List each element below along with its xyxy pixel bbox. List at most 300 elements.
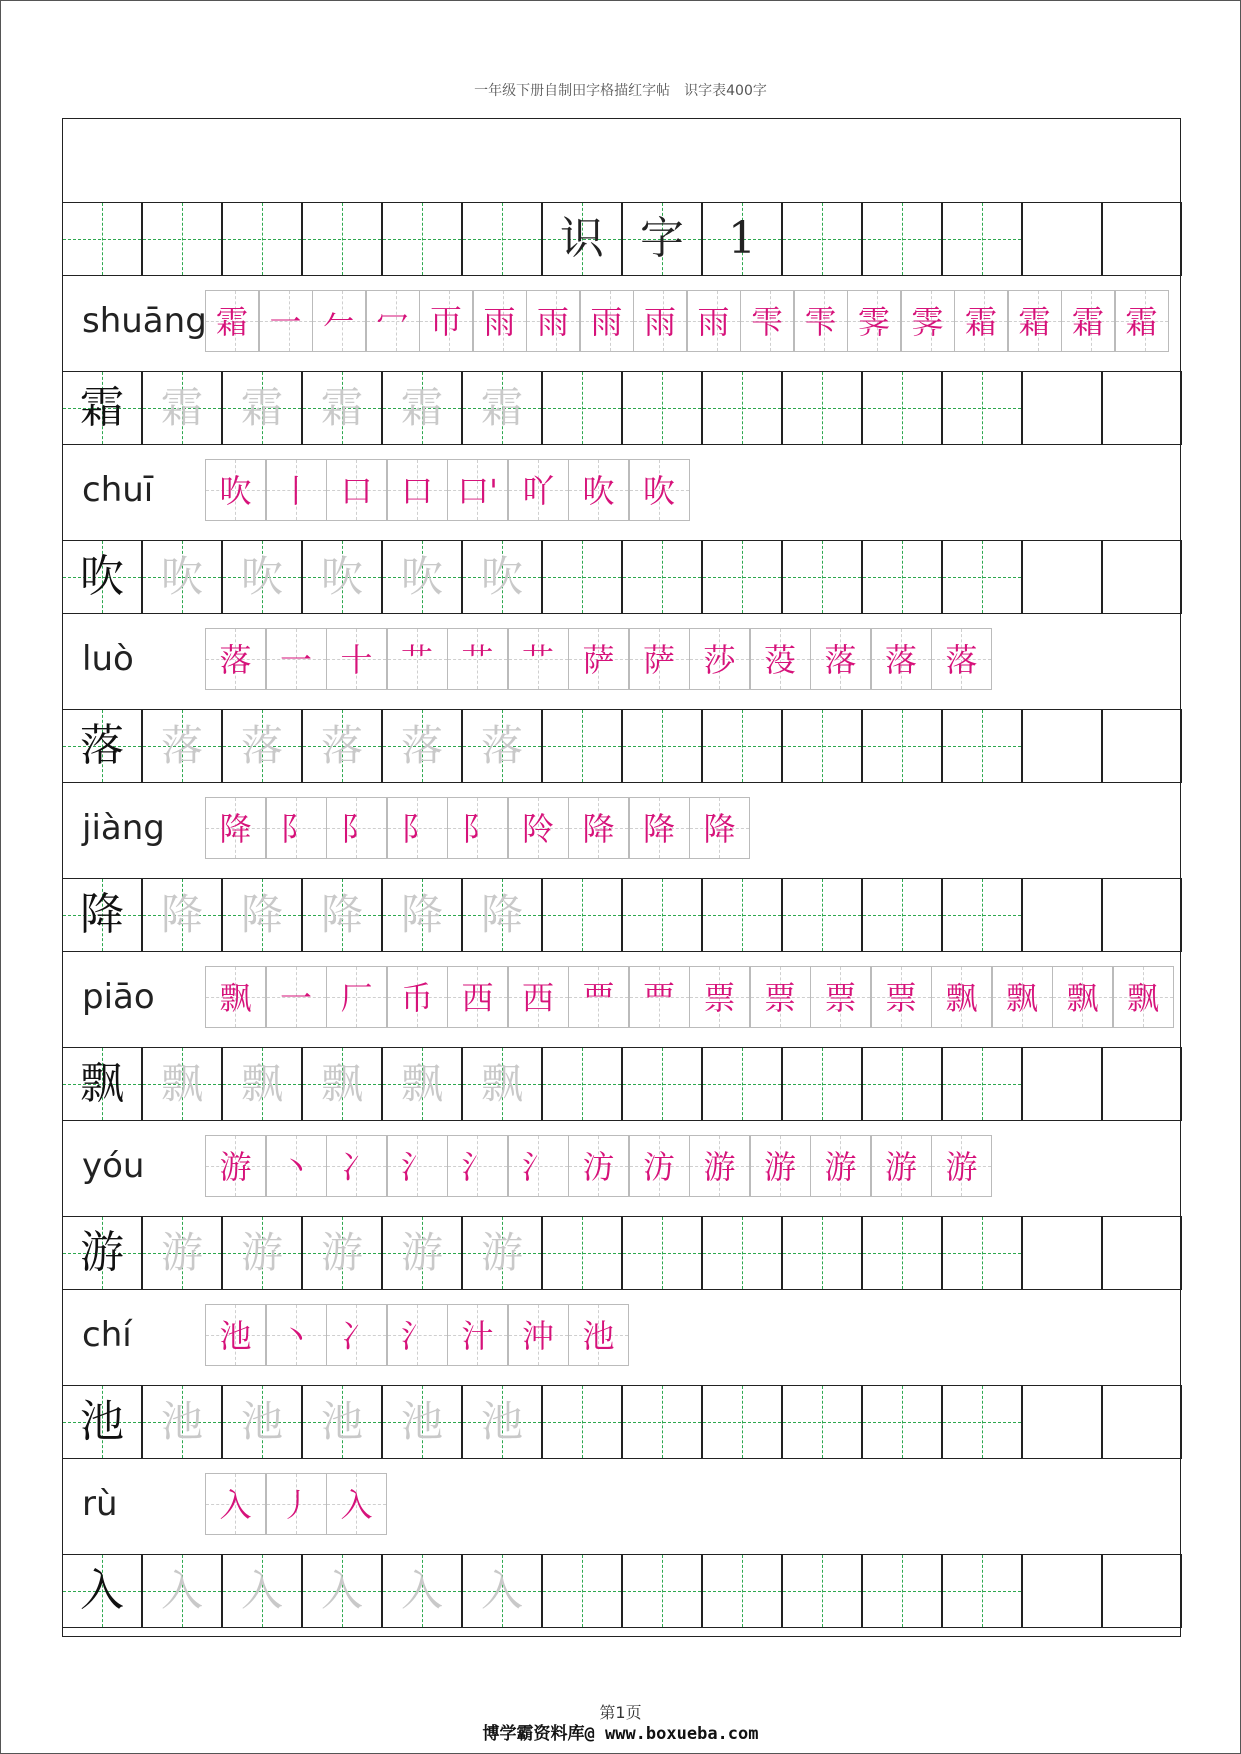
stroke-order-cell: [387, 966, 448, 1028]
trace-character: 霜: [240, 383, 283, 432]
stroke-order-cell: [447, 797, 508, 859]
stroke-step-glyph: 口: [400, 472, 433, 510]
writing-cell[interactable]: [1102, 202, 1182, 276]
stroke-order-cell: [1113, 966, 1174, 1028]
writing-cell[interactable]: [702, 878, 782, 952]
writing-cell[interactable]: [782, 1554, 862, 1628]
trace-character: 游: [480, 1228, 523, 1277]
lesson-title-char: 字: [640, 213, 684, 264]
trace-character: 飘: [320, 1059, 363, 1108]
grid-row: [62, 371, 1180, 445]
stroke-order-cell: [447, 1135, 508, 1197]
trace-character: 吹: [240, 552, 283, 601]
stroke-order-cell: [473, 290, 527, 352]
stroke-order-cell: [568, 1135, 629, 1197]
stroke-order-cell: [689, 1135, 750, 1197]
stroke-order-cell: [326, 797, 387, 859]
stroke-step-glyph: 西: [521, 979, 554, 1017]
stroke-step-glyph: 氵: [400, 1317, 433, 1355]
trace-character: 降: [400, 890, 443, 939]
writing-cell[interactable]: [542, 1216, 622, 1290]
writing-cell[interactable]: [622, 1216, 702, 1290]
stroke-step-glyph: 雨: [697, 303, 730, 341]
trace-character: 入: [160, 1566, 203, 1615]
stroke-step-glyph: 霜: [215, 303, 248, 341]
stroke-order-cell: [689, 797, 750, 859]
stroke-order-cell: [871, 628, 932, 690]
model-character: 落: [80, 720, 124, 771]
stroke-order-cell: [205, 966, 266, 1028]
stroke-step-glyph: 氵: [400, 1148, 433, 1186]
writing-cell[interactable]: [782, 1047, 862, 1121]
trace-character: 落: [320, 721, 363, 770]
writing-cell[interactable]: [1022, 709, 1102, 783]
grid-row: [62, 709, 1180, 783]
model-character: 霜: [80, 382, 124, 433]
grid-row: [62, 1385, 1180, 1459]
stroke-step-glyph: 氵: [521, 1148, 554, 1186]
grid-row: [62, 1047, 1180, 1121]
writing-cell[interactable]: [782, 1385, 862, 1459]
trace-character: 池: [240, 1397, 283, 1446]
writing-cell[interactable]: [782, 709, 862, 783]
stroke-order-cell: [266, 1304, 327, 1366]
stroke-order-cell: [931, 628, 992, 690]
stroke-order-cell: [205, 1473, 266, 1535]
writing-cell[interactable]: [542, 1385, 622, 1459]
stroke-order-cell: [266, 1473, 327, 1535]
trace-character: 降: [320, 890, 363, 939]
stroke-order-cell: [205, 459, 266, 521]
writing-cell[interactable]: [702, 1385, 782, 1459]
stroke-step-glyph: 冫: [340, 1317, 373, 1355]
stroke-order-cell: [326, 1304, 387, 1366]
pinyin-label: jiàng: [82, 808, 165, 848]
writing-cell[interactable]: [622, 1554, 702, 1628]
writing-cell[interactable]: [862, 1216, 942, 1290]
writing-cell[interactable]: [622, 1385, 702, 1459]
writing-cell[interactable]: [542, 540, 622, 614]
stroke-step-glyph: 游: [763, 1148, 796, 1186]
stroke-order-cell: [526, 290, 580, 352]
stroke-order-cell: [871, 1135, 932, 1197]
stroke-order-cell: [629, 1135, 690, 1197]
writing-cell[interactable]: [1102, 1216, 1182, 1290]
stroke-step-glyph: 入: [340, 1486, 373, 1524]
page-number: 第1页: [599, 1703, 642, 1722]
grid-row: [62, 1216, 1180, 1290]
writing-cell[interactable]: [942, 709, 1022, 783]
lesson-title-char: 识: [560, 213, 604, 264]
stroke-order-cell: [794, 290, 848, 352]
grid-row: [62, 1554, 1180, 1628]
model-character: 池: [80, 1396, 124, 1447]
stroke-step-glyph: 覀: [642, 979, 675, 1017]
writing-cell[interactable]: [1102, 709, 1182, 783]
stroke-step-glyph: 降: [582, 810, 615, 848]
stroke-step-glyph: 萨: [642, 641, 675, 679]
stroke-step-glyph: 落: [884, 641, 917, 679]
stroke-step-glyph: 冖: [376, 303, 409, 341]
stroke-order-cell: [508, 966, 569, 1028]
stroke-order-cell: [387, 459, 448, 521]
stroke-order-cell: [629, 459, 690, 521]
writing-cell[interactable]: [702, 709, 782, 783]
writing-cell[interactable]: [1102, 1385, 1182, 1459]
stroke-step-glyph: 汁: [461, 1317, 494, 1355]
stroke-order-cell: [740, 290, 794, 352]
pinyin-label: yóu: [82, 1146, 145, 1186]
stroke-step-glyph: 莎: [703, 641, 736, 679]
stroke-step-glyph: 阝: [400, 810, 433, 848]
stroke-step-glyph: 一: [279, 979, 312, 1017]
writing-cell[interactable]: [782, 202, 862, 276]
writing-cell[interactable]: [862, 1554, 942, 1628]
trace-character: 池: [400, 1397, 443, 1446]
page-header: 一年级下册自制田字格描红字帖 识字表400字: [474, 83, 767, 99]
stroke-step-glyph: 吹: [642, 472, 675, 510]
trace-character: 入: [320, 1566, 363, 1615]
pinyin-label: chí: [82, 1315, 132, 1355]
trace-character: 游: [240, 1228, 283, 1277]
stroke-order-cell: [387, 1304, 448, 1366]
stroke-order-cell: [992, 966, 1053, 1028]
stroke-order-cell: [326, 459, 387, 521]
trace-character: 霜: [480, 383, 523, 432]
pinyin-label: luò: [82, 639, 134, 679]
stroke-order-cell: [954, 290, 1008, 352]
writing-cell[interactable]: [702, 540, 782, 614]
stroke-step-glyph: 吹: [219, 472, 252, 510]
writing-cell[interactable]: [382, 202, 462, 276]
stroke-order-cell: [508, 797, 569, 859]
writing-cell[interactable]: [1102, 1554, 1182, 1628]
writing-cell[interactable]: [1102, 1047, 1182, 1121]
writing-cell[interactable]: [862, 709, 942, 783]
writing-cell[interactable]: [942, 371, 1022, 445]
stroke-step-glyph: 游: [219, 1148, 252, 1186]
pinyin-label: chuī: [82, 470, 154, 510]
stroke-step-glyph: 游: [824, 1148, 857, 1186]
stroke-step-glyph: 帀: [429, 303, 462, 341]
stroke-step-glyph: 霁: [857, 303, 890, 341]
stroke-order-cell: [580, 290, 634, 352]
stroke-step-glyph: 雫: [804, 303, 837, 341]
stroke-order-cell: [387, 797, 448, 859]
writing-cell[interactable]: [862, 1385, 942, 1459]
stroke-order-cell: [629, 628, 690, 690]
stroke-step-glyph: 一: [269, 303, 302, 341]
model-character: 入: [80, 1565, 124, 1616]
writing-cell[interactable]: [542, 709, 622, 783]
stroke-order-cell: [205, 797, 266, 859]
stroke-step-glyph: 阝: [279, 810, 312, 848]
stroke-step-glyph: 池: [582, 1317, 615, 1355]
stroke-order-cell: [931, 966, 992, 1028]
pinyin-label: rù: [82, 1484, 118, 1524]
trace-character: 飘: [160, 1059, 203, 1108]
stroke-order-cell: [1052, 966, 1113, 1028]
writing-cell[interactable]: [542, 371, 622, 445]
writing-cell[interactable]: [1022, 202, 1102, 276]
trace-character: 飘: [400, 1059, 443, 1108]
stroke-order-cell: [447, 459, 508, 521]
trace-character: 霜: [160, 383, 203, 432]
writing-cell[interactable]: [862, 540, 942, 614]
stroke-step-glyph: 阝: [340, 810, 373, 848]
writing-cell[interactable]: [1022, 540, 1102, 614]
stroke-order-cell: [1061, 290, 1115, 352]
writing-cell[interactable]: [702, 1216, 782, 1290]
stroke-step-glyph: 十: [340, 641, 373, 679]
writing-cell[interactable]: [1102, 371, 1182, 445]
stroke-order-cell: [205, 1135, 266, 1197]
stroke-order-cell: [750, 628, 811, 690]
model-character: 降: [80, 889, 124, 940]
writing-cell[interactable]: [702, 371, 782, 445]
stroke-order-cell: [266, 797, 327, 859]
stroke-step-glyph: 厂: [340, 979, 373, 1017]
trace-character: 吹: [400, 552, 443, 601]
stroke-order-cell: [508, 459, 569, 521]
stroke-step-glyph: 游: [703, 1148, 736, 1186]
writing-cell[interactable]: [302, 202, 382, 276]
pinyin-label: piāo: [82, 977, 155, 1017]
writing-cell[interactable]: [142, 202, 222, 276]
stroke-step-glyph: 吖: [521, 472, 554, 510]
stroke-step-glyph: 艹: [521, 641, 554, 679]
stroke-order-cell: [447, 966, 508, 1028]
stroke-step-glyph: 落: [219, 641, 252, 679]
stroke-step-glyph: 沖: [521, 1317, 554, 1355]
writing-cell[interactable]: [782, 878, 862, 952]
stroke-step-glyph: 降: [219, 810, 252, 848]
writing-cell[interactable]: [942, 1554, 1022, 1628]
writing-cell[interactable]: [782, 371, 862, 445]
stroke-step-glyph: 池: [219, 1317, 252, 1355]
stroke-order-cell: [366, 290, 420, 352]
trace-character: 落: [400, 721, 443, 770]
trace-character: 吹: [480, 552, 523, 601]
trace-character: 吹: [160, 552, 203, 601]
stroke-step-glyph: 降: [642, 810, 675, 848]
stroke-order-cell: [447, 1304, 508, 1366]
stroke-step-glyph: 丨: [279, 472, 312, 510]
writing-cell[interactable]: [1102, 540, 1182, 614]
stroke-step-glyph: 雨: [643, 303, 676, 341]
stroke-step-glyph: 西: [461, 979, 494, 1017]
stroke-order-cell: [629, 966, 690, 1028]
trace-character: 游: [160, 1228, 203, 1277]
stroke-order-cell: [312, 290, 366, 352]
stroke-step-glyph: 一: [279, 641, 312, 679]
writing-cell[interactable]: [702, 1554, 782, 1628]
trace-character: 游: [320, 1228, 363, 1277]
grid-row: [62, 202, 1180, 276]
writing-cell[interactable]: [622, 1047, 702, 1121]
writing-cell[interactable]: [62, 202, 142, 276]
stroke-step-glyph: 丶: [279, 1317, 312, 1355]
stroke-order-cell: [568, 1304, 629, 1366]
stroke-order-cell: [387, 1135, 448, 1197]
stroke-order-cell: [810, 628, 871, 690]
stroke-step-glyph: 氵: [461, 1148, 494, 1186]
writing-cell[interactable]: [622, 371, 702, 445]
stroke-order-cell: [326, 628, 387, 690]
writing-cell[interactable]: [1022, 1216, 1102, 1290]
stroke-order-cell: [750, 966, 811, 1028]
trace-character: 降: [240, 890, 283, 939]
writing-cell[interactable]: [222, 202, 302, 276]
stroke-order-cell: [205, 1304, 266, 1366]
stroke-step-glyph: 雨: [483, 303, 516, 341]
writing-cell[interactable]: [942, 1216, 1022, 1290]
stroke-step-glyph: 霜: [1018, 303, 1051, 341]
model-character: 吹: [80, 551, 124, 602]
writing-cell[interactable]: [542, 878, 622, 952]
stroke-order-cell: [508, 1304, 569, 1366]
writing-cell[interactable]: [1022, 1047, 1102, 1121]
stroke-step-glyph: 票: [824, 979, 857, 1017]
trace-character: 霜: [320, 383, 363, 432]
trace-character: 入: [400, 1566, 443, 1615]
stroke-order-cell: [901, 290, 955, 352]
writing-cell[interactable]: [702, 1047, 782, 1121]
stroke-step-glyph: 阾: [521, 810, 554, 848]
stroke-order-cell: [568, 966, 629, 1028]
trace-character: 飘: [240, 1059, 283, 1108]
trace-character: 吹: [320, 552, 363, 601]
stroke-step-glyph: 艹: [461, 641, 494, 679]
stroke-order-cell: [508, 628, 569, 690]
writing-cell[interactable]: [542, 1554, 622, 1628]
writing-cell[interactable]: [942, 878, 1022, 952]
trace-character: 池: [160, 1397, 203, 1446]
stroke-order-cell: [447, 628, 508, 690]
stroke-step-glyph: 阝: [461, 810, 494, 848]
stroke-step-glyph: 口': [457, 472, 498, 510]
writing-cell[interactable]: [1022, 878, 1102, 952]
grid-row: [62, 540, 1180, 614]
stroke-step-glyph: 游: [945, 1148, 978, 1186]
stroke-step-glyph: 飘: [1126, 979, 1159, 1017]
stroke-order-cell: [687, 290, 741, 352]
stroke-order-cell: [633, 290, 687, 352]
writing-cell[interactable]: [862, 1047, 942, 1121]
writing-cell[interactable]: [622, 709, 702, 783]
trace-character: 入: [240, 1566, 283, 1615]
grid-row: [62, 878, 1180, 952]
stroke-step-glyph: 汸: [582, 1148, 615, 1186]
stroke-order-cell: [508, 1135, 569, 1197]
stroke-step-glyph: 飘: [945, 979, 978, 1017]
stroke-step-glyph: 入: [219, 1486, 252, 1524]
stroke-step-glyph: 汸: [642, 1148, 675, 1186]
stroke-order-cell: [931, 1135, 992, 1197]
writing-cell[interactable]: [942, 1385, 1022, 1459]
stroke-order-cell: [629, 797, 690, 859]
lesson-title-char: 1: [728, 213, 756, 264]
stroke-order-cell: [205, 290, 259, 352]
stroke-step-glyph: 票: [703, 979, 736, 1017]
stroke-order-cell: [266, 628, 327, 690]
stroke-order-cell: [689, 628, 750, 690]
stroke-order-cell: [266, 459, 327, 521]
writing-cell[interactable]: [942, 540, 1022, 614]
trace-character: 飘: [480, 1059, 523, 1108]
stroke-step-glyph: 丶: [279, 1148, 312, 1186]
stroke-order-cell: [1115, 290, 1169, 352]
stroke-step-glyph: 霁: [911, 303, 944, 341]
trace-character: 落: [160, 721, 203, 770]
writing-cell[interactable]: [862, 371, 942, 445]
stroke-step-glyph: 莈: [763, 641, 796, 679]
stroke-step-glyph: 币: [400, 979, 433, 1017]
stroke-order-cell: [750, 1135, 811, 1197]
stroke-step-glyph: 霜: [964, 303, 997, 341]
stroke-step-glyph: 雨: [536, 303, 569, 341]
trace-character: 霜: [400, 383, 443, 432]
trace-character: 落: [480, 721, 523, 770]
writing-cell[interactable]: [622, 878, 702, 952]
writing-cell[interactable]: [462, 202, 542, 276]
writing-cell[interactable]: [1102, 878, 1182, 952]
writing-cell[interactable]: [542, 1047, 622, 1121]
stroke-step-glyph: 丿: [279, 1486, 312, 1524]
trace-character: 降: [160, 890, 203, 939]
writing-cell[interactable]: [1022, 371, 1102, 445]
model-character: 游: [80, 1227, 124, 1278]
writing-cell[interactable]: [942, 202, 1022, 276]
writing-cell[interactable]: [1022, 1385, 1102, 1459]
model-character: 飘: [80, 1058, 124, 1109]
writing-cell[interactable]: [1022, 1554, 1102, 1628]
stroke-order-cell: [568, 628, 629, 690]
trace-character: 池: [480, 1397, 523, 1446]
stroke-order-cell: [259, 290, 313, 352]
stroke-order-cell: [810, 966, 871, 1028]
stroke-step-glyph: 降: [703, 810, 736, 848]
stroke-step-glyph: 吹: [582, 472, 615, 510]
stroke-step-glyph: 冫: [340, 1148, 373, 1186]
writing-cell[interactable]: [622, 540, 702, 614]
stroke-order-cell: [326, 1135, 387, 1197]
trace-character: 落: [240, 721, 283, 770]
writing-cell[interactable]: [782, 540, 862, 614]
stroke-order-cell: [689, 966, 750, 1028]
stroke-order-cell: [326, 966, 387, 1028]
stroke-step-glyph: 落: [945, 641, 978, 679]
writing-cell[interactable]: [942, 1047, 1022, 1121]
trace-character: 池: [320, 1397, 363, 1446]
stroke-order-cell: [568, 797, 629, 859]
trace-character: 入: [480, 1566, 523, 1615]
stroke-order-cell: [387, 628, 448, 690]
stroke-step-glyph: 飘: [1066, 979, 1099, 1017]
stroke-step-glyph: 霜: [1125, 303, 1158, 341]
writing-cell[interactable]: [862, 878, 942, 952]
stroke-order-cell: [810, 1135, 871, 1197]
stroke-step-glyph: 𠂉: [322, 303, 355, 341]
site-watermark: 博学霸资料库@ www.boxueba.com: [482, 1724, 759, 1744]
stroke-step-glyph: 游: [884, 1148, 917, 1186]
stroke-step-glyph: 票: [884, 979, 917, 1017]
stroke-step-glyph: 票: [763, 979, 796, 1017]
writing-cell[interactable]: [782, 1216, 862, 1290]
stroke-step-glyph: 雫: [750, 303, 783, 341]
trace-character: 降: [480, 890, 523, 939]
writing-cell[interactable]: [862, 202, 942, 276]
